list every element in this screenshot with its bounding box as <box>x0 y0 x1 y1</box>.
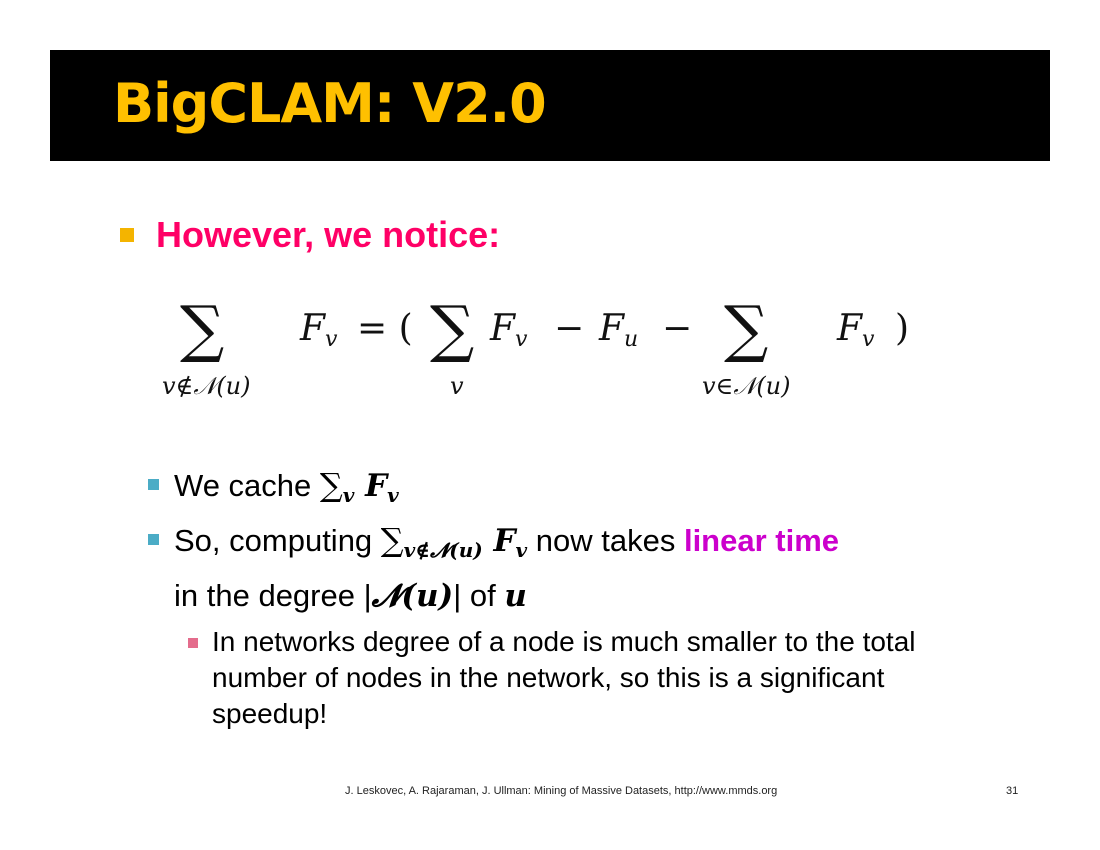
mid-term: $F_v$ <box>490 308 528 352</box>
slide-title: BigCLAM: V2.0 <box>113 72 546 135</box>
fu-term: $F_u$ <box>599 308 639 352</box>
speedup-bullet <box>188 624 916 732</box>
bullet-square-icon <box>148 534 159 545</box>
bullet-square-icon <box>148 479 159 490</box>
footer-citation: J. Leskovec, A. Rajaraman, J. Ullman: Mining of Massive Datasets, http://www.mmds.org <box>345 785 778 797</box>
rhs-term: $F_v$ <box>837 308 875 352</box>
compute-lines <box>174 517 839 619</box>
speedup-line-1: In networks degree of a node is much smaller to the total <box>212 626 916 657</box>
heading-bullet <box>120 205 500 265</box>
formula <box>162 294 922 414</box>
equals-open: = ( <box>357 308 413 349</box>
heading-text: However, we notice: <box>156 214 501 255</box>
degree-line: in the degree |𝓝(u)| of u <box>174 578 527 614</box>
page-number: 31 <box>1006 785 1019 797</box>
sigma-rhs: ∑ <box>724 292 769 365</box>
minus-2: − <box>662 308 693 349</box>
speedup-line-3: speedup! <box>212 698 328 729</box>
sigma-mid-sub: v <box>450 372 464 400</box>
speedup-line-2: number of nodes in the network, so this is a significant <box>212 662 885 693</box>
cache-bullet <box>148 462 399 518</box>
bullet-square-icon <box>188 638 198 648</box>
sigma-lhs: ∑ <box>180 292 225 365</box>
lhs-term: $F_v$ <box>300 308 338 352</box>
compute-bullet <box>148 517 839 619</box>
cache-line: We cache $\sum_v$ $F_v$ <box>174 466 399 507</box>
sigma-mid: ∑ <box>430 292 475 365</box>
close-paren: ) <box>895 308 910 349</box>
bullet-square-icon <box>120 228 134 242</box>
linear-time-highlight: linear time <box>683 523 840 558</box>
sigma-rhs-sub: v∈𝒩(u) <box>702 372 791 400</box>
minus-1: − <box>554 308 585 349</box>
compute-line: So, computing $\sum_{v\notin 𝓝(u)}$ $F_v$ now takes linear time <box>174 521 840 562</box>
title-bar <box>50 50 1050 161</box>
sigma-lhs-sub: v∉𝒩(u) <box>162 372 251 400</box>
speedup-lines <box>212 624 916 732</box>
